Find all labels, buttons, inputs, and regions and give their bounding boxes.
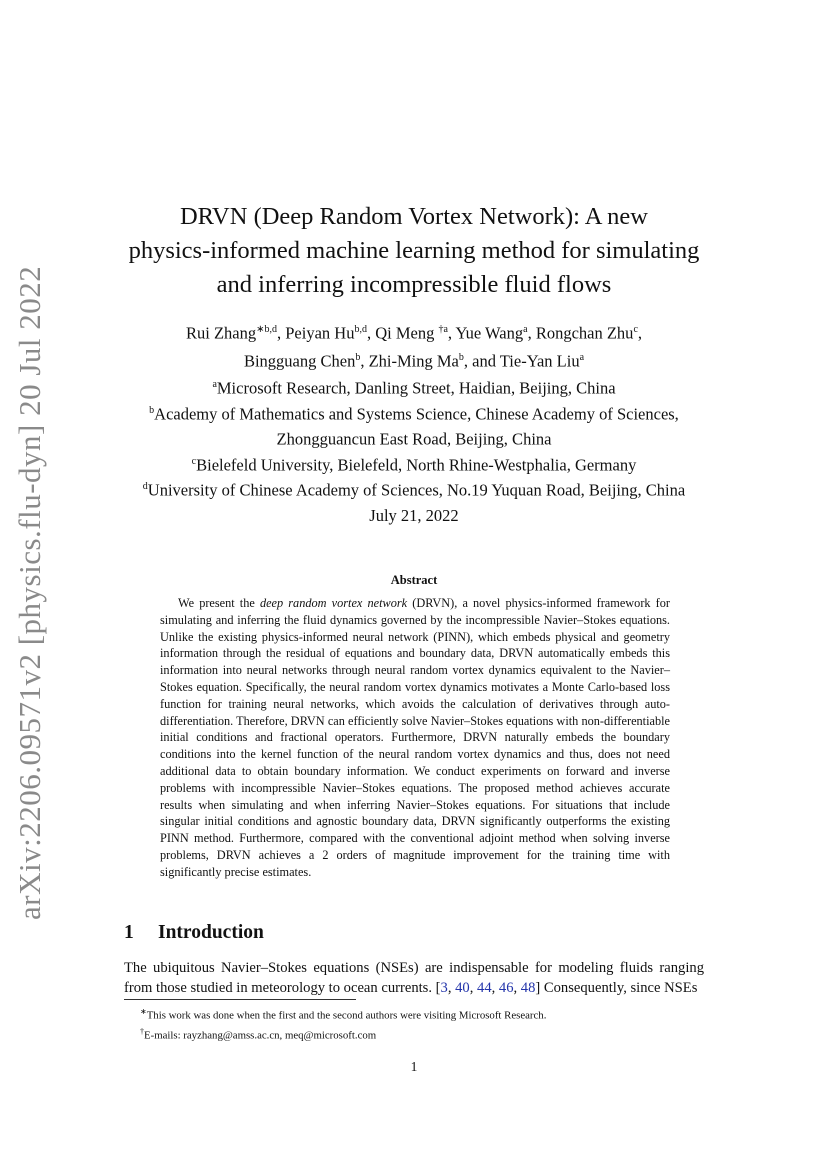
intro-text: The ubiquitous Navier–Stokes equations (NSEs) are indispensable for modeling fluids ranging from those studied in meteorology to ocean currents. [: [124, 960, 704, 996]
citation-link[interactable]: 3: [440, 980, 448, 996]
affiliation-sup: a: [212, 379, 217, 390]
author-sep: ,: [360, 351, 369, 370]
affiliation-text: Zhongguancun East Road, Beijing, China: [276, 429, 552, 449]
citation-link[interactable]: 46: [498, 980, 514, 996]
title-line: physics-informed machine learning method for simulating: [128, 237, 700, 264]
abstract-text: (DRVN), a novel physics-informed framework for simulating and inferring the fluid dynamics governed by the incompressible Navier–Stokes equations. Unlike the existing physics-informed neural network (PINN), which embeds physical and geometry information through the residual of equations and boundary data, DRVN automatically embeds this information into neural networks through neural random vortex dynamics equivalent to the Navier–Stokes equation. Specifically, the neural random vortex dynamics motivates a Monte Carlo-based loss function for training neural networks, which avoids the calculation of derivatives through auto-differentiation. Therefore, DRVN can efficiently solve Navier–Stokes equations with non-differentiable initial conditions and fractional operators. Furthermore, DRVN naturally embeds the boundary conditions into the kernel function of the neural random vortex dynamics and thus, does not need additional data to obtain boundary information. We conduct experiments on forward and inverse problems with incompressible Navier–Stokes equations. The proposed method achieves accurate results when simulating and when inferring Navier–Stokes equations. For situations that include singular initial conditions and agnostic boundary data, DRVN significantly outperforms the existing PINN method. Furthermore, compared with the conventional adjoint method when solving inverse problems, DRVN achieves a 2 orders of magnitude improvement for the training time with significantly precise estimates.: [160, 596, 671, 879]
arxiv-side-stamp: arXiv:2206.09571v2 [physics.flu-dyn] 20 Jul 2022: [12, 265, 47, 920]
abstract-heading: Abstract: [390, 573, 438, 587]
author-affil-sup: b,d: [354, 324, 367, 335]
affiliation-sup: c: [191, 455, 197, 467]
citation-link[interactable]: 40: [455, 980, 470, 996]
footnote-rule: [124, 999, 356, 1000]
affiliation-text: Microsoft Research, Danling Street, Haidian, Beijing, China: [216, 378, 616, 398]
affiliation-text: Bielefeld University, Bielefeld, North Rhine-Westphalia, Germany: [196, 455, 637, 474]
section-title: Introduction: [158, 922, 264, 943]
section-heading: [124, 922, 264, 944]
author-sep: ,: [447, 323, 456, 343]
author-affil-sup: ∗b,d: [256, 324, 277, 335]
author-name: Zhi-Ming Ma: [368, 351, 459, 370]
abstract-body: [160, 595, 670, 881]
author-sep: ,: [637, 323, 643, 343]
title-line: and inferring incompressible fluid flows: [216, 271, 612, 298]
intro-paragraph: The ubiquitous Navier–Stokes equations (NSEs) are indispensable for modeling fluids ranging from those studied in meteorology to ocean currents. [3, 40, 44, 46, 48] Consequently, since NSEs: [124, 960, 704, 996]
author-line: [100, 346, 728, 374]
section-number: 1: [124, 922, 134, 943]
author-name: Tie-Yan Liu: [499, 351, 580, 370]
footnote: [140, 1004, 720, 1024]
abstract-intro: We present the: [178, 596, 260, 610]
author-name: Peiyan Hu: [285, 323, 355, 343]
footnotes: [140, 1004, 720, 1043]
footnote-text: E-mails: rayzhang@amss.ac.cn, meq@microsoft.com: [144, 1029, 377, 1042]
affiliation-text: Academy of Mathematics and Systems Science, Chinese Academy of Sciences,: [154, 404, 679, 423]
intro-text: ] Consequently, since NSEs: [535, 980, 698, 996]
title-line: DRVN (Deep Random Vortex Network): A new: [179, 203, 648, 230]
citation-link[interactable]: 48: [520, 980, 536, 996]
author-list: [100, 318, 728, 373]
affiliation: [80, 451, 748, 477]
page-number: 1: [410, 1059, 418, 1074]
author-sep: ,: [527, 323, 536, 343]
author-affil-sup: b: [458, 351, 464, 363]
affiliation-sup: d: [142, 481, 148, 492]
citation-link[interactable]: 44: [477, 980, 492, 996]
author-and: , and: [463, 351, 500, 370]
footnote: [140, 1024, 720, 1044]
affiliation: [80, 374, 748, 400]
abstract-emphasis: deep random vortex network: [259, 596, 408, 610]
affiliation-sup: b: [149, 404, 155, 416]
footnote-mark: †: [140, 1026, 144, 1036]
author-affil-sup: a: [579, 351, 585, 363]
author-affil-sup: †a: [438, 324, 448, 335]
author-sep: ,: [277, 323, 286, 343]
author-sep: ,: [366, 323, 376, 343]
author-affil-sup: b: [355, 351, 361, 363]
author-name: Rui Zhang: [185, 323, 257, 343]
author-name: Rongchan Zhu: [535, 323, 634, 343]
author-name: Qi Meng: [375, 323, 439, 343]
author-affil-sup: c: [633, 324, 638, 335]
affiliation-text: University of Chinese Academy of Sciences, No.19 Yuquan Road, Beijing, China: [147, 480, 686, 500]
author-line: [100, 318, 728, 346]
affiliation: [80, 425, 748, 451]
paper-title: [100, 200, 728, 302]
author-name: Bingguang Chen: [243, 351, 356, 370]
affiliation: [80, 400, 748, 426]
footnote-mark: ∗: [140, 1007, 147, 1016]
affiliation-list: [80, 374, 748, 502]
author-name: Yue Wang: [455, 323, 524, 343]
footnote-text: This work was done when the first and the second authors were visiting Microsoft Research.: [146, 1009, 547, 1022]
author-affil-sup: a: [523, 324, 528, 335]
affiliation: [80, 476, 748, 502]
paper-date: July 21, 2022: [369, 506, 459, 525]
